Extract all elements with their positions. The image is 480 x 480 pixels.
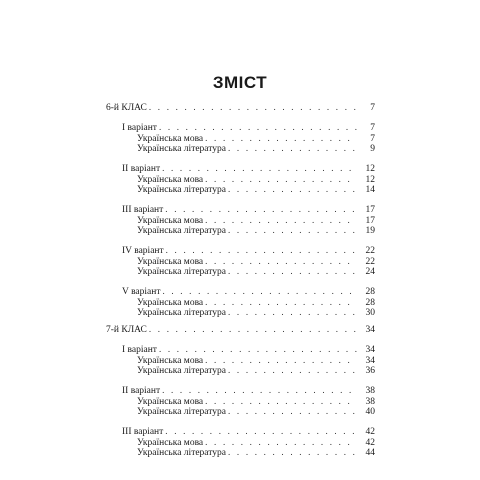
toc-subject-entry[interactable] [137,133,375,144]
toc-subject-entry-label: Українська мова [137,215,204,226]
dot-leader [228,307,357,318]
page-number: 34 [365,345,375,355]
page-number: 17 [365,205,375,215]
dot-leader [159,344,357,355]
toc-variant-entry-label: IV варіант [122,246,164,256]
page-number: 28 [365,287,375,297]
toc-variant-entry-label: ІІІ варіант [122,427,164,437]
toc-variant-entry[interactable] [122,385,375,396]
page-number: 28 [365,297,375,308]
page-number: 38 [365,396,375,407]
toc-variant-entry[interactable] [122,344,375,355]
toc-subject-entry-label: Українська мова [137,396,204,407]
page-number: 19 [365,226,375,236]
toc-variant-entry-label: ІІ варіант [122,386,161,396]
dot-leader [205,174,357,185]
toc-subject-entry[interactable] [137,307,375,318]
dot-leader [205,215,357,226]
dot-leader [205,396,357,407]
toc-subject-entry-label: Українська мова [137,437,204,448]
toc-subject-entry-label: Українська література [137,448,227,458]
toc-variant-entry-label: V варіант [122,287,161,297]
toc-grade-entry-label: 6-й КЛАС [106,103,147,113]
toc-grade-entry-label: 7-й КЛАС [106,325,147,335]
dot-leader [205,133,357,144]
toc-subject-entry[interactable] [137,355,375,366]
toc-grade-entry[interactable] [106,102,375,113]
toc-subject-entry[interactable] [137,215,375,226]
page-title: ЗМІСТ [212,73,268,92]
toc-subject-entry[interactable] [137,143,375,154]
dot-leader [228,406,357,417]
dot-leader [165,204,357,215]
toc-variant-entry-label: ІІ варіант [122,164,161,174]
toc-subject-entry[interactable] [137,447,375,458]
toc-subject-entry[interactable] [137,184,375,195]
toc-subject-entry-label: Українська література [137,308,227,318]
toc-variant-entry-label: І варіант [122,345,157,355]
toc-variant-entry[interactable] [122,204,375,215]
toc-variant-entry[interactable] [122,426,375,437]
toc-subject-entry-label: Українська література [137,407,227,417]
toc-subject-entry-label: Українська література [137,144,227,154]
toc-subject-entry-label: Українська мова [137,297,204,308]
page-number: 7 [370,103,375,113]
toc-subject-entry-label: Українська мова [137,133,204,144]
toc-subject-entry[interactable] [137,365,375,376]
page-number: 34 [365,355,375,366]
page-number: 38 [365,386,375,396]
dot-leader [205,297,357,308]
page-number: 30 [365,308,375,318]
dot-leader [228,447,357,458]
page-number: 34 [365,325,375,335]
page-number: 12 [365,164,375,174]
page-number: 14 [365,185,375,195]
page-number: 44 [365,448,375,458]
toc-subject-entry[interactable] [137,225,375,236]
dot-leader [162,286,357,297]
toc-grade-entry[interactable] [106,324,375,335]
toc-subject-entry[interactable] [137,437,375,448]
dot-leader [205,256,357,267]
toc-subject-entry-label: Українська мова [137,355,204,366]
page-number: 36 [365,366,375,376]
dot-leader [162,385,357,396]
toc-variant-entry[interactable] [122,245,375,256]
dot-leader [228,365,357,376]
page-number: 7 [370,123,375,133]
dot-leader [228,184,357,195]
toc-subject-entry-label: Українська мова [137,174,204,185]
toc-variant-entry-label: ІІІ варіант [122,205,164,215]
page-number: 42 [365,427,375,437]
toc-subject-entry-label: Українська мова [137,256,204,267]
dot-leader [149,324,357,335]
page-number: 22 [365,256,375,267]
toc-variant-entry[interactable] [122,163,375,174]
toc-variant-entry-label: І варіант [122,123,157,133]
dot-leader [166,245,357,256]
page-number: 9 [370,144,375,154]
toc-subject-entry[interactable] [137,406,375,417]
toc-subject-entry-label: Українська література [137,267,227,277]
toc-variant-entry[interactable] [122,122,375,133]
dot-leader [149,102,357,113]
toc-subject-entry[interactable] [137,297,375,308]
dot-leader [165,426,357,437]
page-number: 22 [365,246,375,256]
dot-leader [205,355,357,366]
page-number: 7 [370,133,375,144]
toc-subject-entry[interactable] [137,266,375,277]
page-number: 24 [365,267,375,277]
toc-subject-entry-label: Українська література [137,185,227,195]
dot-leader [228,143,357,154]
toc-subject-entry[interactable] [137,174,375,185]
dot-leader [228,225,357,236]
toc-subject-entry[interactable] [137,396,375,407]
toc-variant-entry[interactable] [122,286,375,297]
page-number: 40 [365,407,375,417]
dot-leader [159,122,357,133]
dot-leader [205,437,357,448]
toc-subject-entry-label: Українська література [137,226,227,236]
toc-subject-entry-label: Українська література [137,366,227,376]
dot-leader [162,163,357,174]
toc-subject-entry[interactable] [137,256,375,267]
page-number: 17 [365,215,375,226]
page-number: 42 [365,437,375,448]
page-number: 12 [365,174,375,185]
dot-leader [228,266,357,277]
